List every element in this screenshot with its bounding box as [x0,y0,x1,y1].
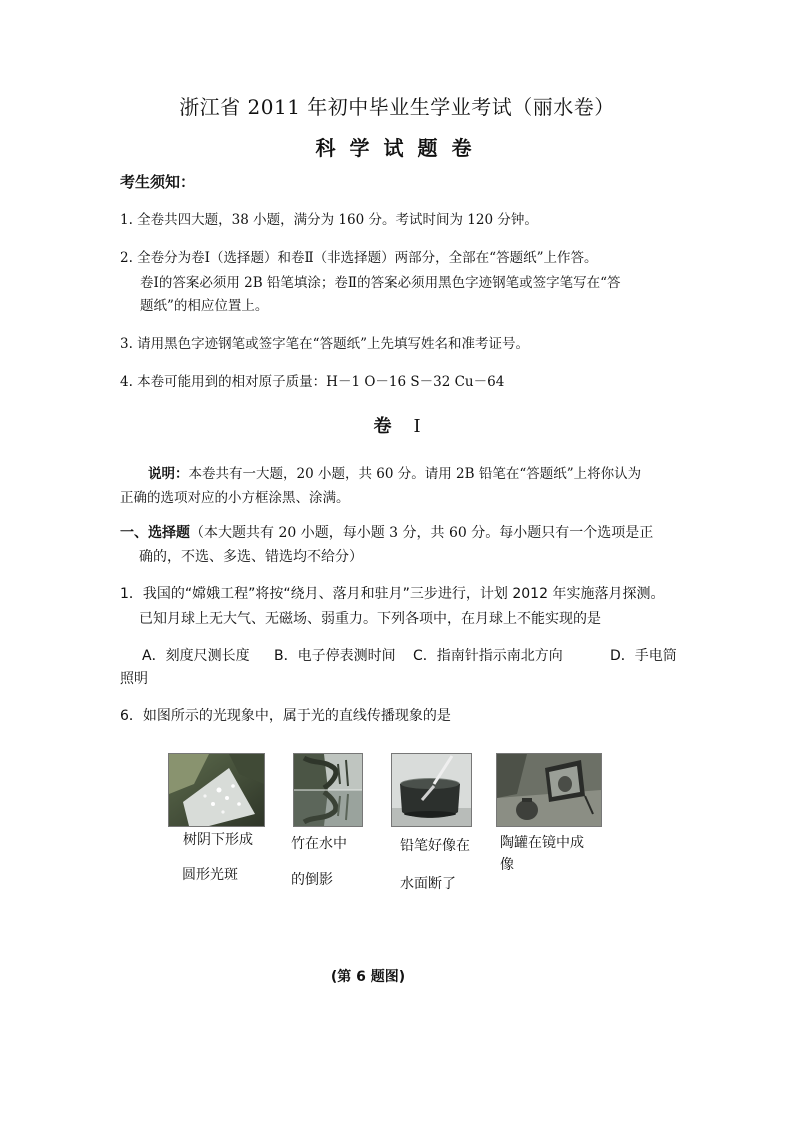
caption-2-line-2: 的倒影 [291,872,333,888]
figure-label: (第 6 题图) [330,969,406,985]
photo-pencil-in-water-image [391,753,472,827]
question-1-option-a: A．刻度尺测长度 [142,648,250,664]
question-1-stem-line-1: 1．我国的“嫦娥工程”将按“绕月、落月和驻月”三步进行，计划 2012 年实施落月探测。 [120,586,665,602]
notice-rule-3: 3. 请用黑色字迹钢笔或签字笔在“答题纸”上先填写姓名和准考证号。 [120,336,529,352]
notice-rule-2: 2. 全卷分为卷Ⅰ（选择题）和卷Ⅱ（非选择题）两部分，全部在“答题纸”上作答。 [120,250,598,266]
part1-label: 一、选择题 [120,525,190,541]
caption-3-line-1: 铅笔好像在 [400,838,470,854]
question-1-option-c: C．指南针指示南北方向 [413,648,563,664]
question-1-stem-line-2: 已知月球上无大气、无磁场、弱重力。下列各项中，在月球上不能实现的是 [139,611,601,627]
notice-rule-1: 1. 全卷共四大题，38 小题，满分为 160 分。考试时间为 120 分钟。 [120,212,538,228]
caption-1-line-2: 圆形光斑 [182,867,238,883]
section-label: 卷 [373,416,392,437]
part1-line-2: 确的，不选、多选、错选均不给分） [139,549,363,565]
caption-4-line-2: 像 [500,857,514,873]
exam-subtitle: 科学试题卷 [315,136,486,160]
caption-4-line-1: 陶罐在镜中成 [500,835,584,851]
caption-1-line-1: 树阴下形成 [183,832,253,848]
part1-text-1: （本大题共有 20 小题，每小题 3 分，共 60 分。每小题只有一个选项是正 [190,525,654,541]
question-1-option-d-wrap: 照明 [120,671,148,687]
instruction-line-1 [148,462,641,482]
notice-rule-2-line-2: 卷Ⅰ的答案必须用 2B 铅笔填涂；卷Ⅱ的答案必须用黑色字迹钢笔或签字笔写在“答 [140,275,621,291]
notice-rule-4: 4. 本卷可能用到的相对原子质量：H－1 O－16 S－32 Cu－64 [120,374,505,390]
photo-jar-in-mirror-image [496,753,602,827]
section-roman: I [413,416,421,437]
photo-bamboo-reflection-image [293,753,363,827]
part1-line-1 [120,522,653,542]
section-heading [0,412,794,438]
question-6-stem: 6．如图所示的光现象中，属于光的直线传播现象的是 [120,708,451,724]
notice-rule-2-line-3: 题纸”的相应位置上。 [140,298,269,314]
photo-tree-shadow-image [168,753,265,827]
exam-title: 浙江省 2011 年初中毕业生学业考试（丽水卷） [179,95,615,119]
instruction-line-2: 正确的选项对应的小方框涂黑、涂满。 [120,490,350,506]
instruction-label: 说明： [148,466,189,482]
question-1-option-d: D．手电筒 [610,648,677,664]
instruction-text-1: 本卷共有一大题，20 小题，共 60 分。请用 2B 铅笔在“答题纸”上将你认为 [188,466,642,482]
question-1-option-b: B．电子停表测时间 [274,648,396,664]
caption-3-line-2: 水面断了 [400,876,456,892]
caption-2-line-1: 竹在水中 [291,836,347,852]
notice-heading: 考生须知： [120,173,196,191]
